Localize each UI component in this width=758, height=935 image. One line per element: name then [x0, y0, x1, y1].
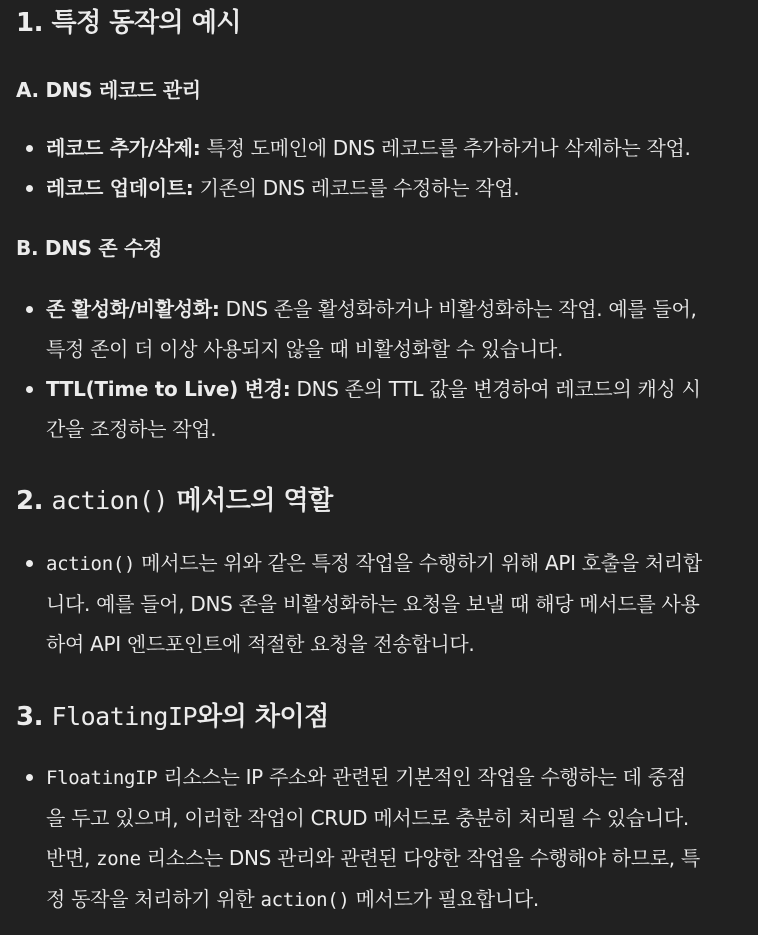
inline-code: zone: [96, 848, 141, 870]
item-text: 리소스는 DNS 관리와 관련된 다양한 작업을 수행해야 하므로, 특: [140, 846, 700, 870]
item-text: 리소스는 IP 주소와 관련된 기본적인 작업을 수행하는 데 중점: [157, 765, 686, 789]
inline-code: FloatingIP: [51, 702, 198, 731]
item-text: 메서드는 위와 같은 특정 작업을 수행하기 위해 API 호출을 처리합: [135, 551, 702, 575]
list-item: [16, 369, 701, 449]
inline-code: action(): [260, 889, 350, 911]
subsection-a-list: [16, 128, 691, 208]
item-text: 특정 도메인에 DNS 레코드를 추가하거나 삭제하는 작업.: [200, 136, 691, 160]
item-text: 을 두고 있으며, 이러한 작업이 CRUD 메서드로 충분히 처리될 수 있습니다.: [46, 806, 689, 830]
section-1-heading: 1. 특정 동작의 예시: [16, 8, 241, 38]
subsection-b-heading: B. DNS 존 수정: [16, 236, 163, 260]
item-term: 존 활성화/비활성화:: [46, 297, 220, 321]
list-item: [16, 757, 700, 920]
inline-code: action(): [46, 553, 136, 575]
heading-text: 메서드의 역할: [167, 486, 333, 516]
list-item: [16, 543, 702, 664]
item-text: 메서드가 필요합니다.: [349, 887, 539, 911]
inline-code: action(): [51, 486, 168, 515]
section-3-heading: [16, 700, 329, 734]
list-item: [16, 168, 691, 208]
list-item: [16, 289, 701, 369]
section-2-list: [16, 543, 702, 664]
item-term: 레코드 추가/삭제:: [46, 136, 201, 160]
item-text: DNS 존의 TTL 값을 변경하여 레코드의 캐싱 시: [290, 377, 701, 401]
subsection-a-heading: A. DNS 레코드 관리: [16, 78, 201, 102]
section-2-heading: [16, 484, 333, 518]
item-text: 반면,: [46, 846, 97, 870]
item-text: 니다. 예를 들어, DNS 존을 비활성화하는 요청을 보낼 때 해당 메서드를 사용: [46, 592, 700, 616]
item-term: 레코드 업데이트:: [46, 176, 194, 200]
subsection-b-list: [16, 289, 701, 449]
item-text: DNS 존을 활성화하거나 비활성화하는 작업. 예를 들어,: [219, 297, 697, 321]
item-text: 특정 존이 더 이상 사용되지 않을 때 비활성화할 수 있습니다.: [46, 337, 564, 361]
section-3-list: [16, 757, 700, 920]
heading-number: 2.: [16, 486, 52, 516]
item-text: 기존의 DNS 레코드를 수정하는 작업.: [193, 176, 520, 200]
item-text: 간을 조정하는 작업.: [46, 417, 217, 441]
list-item: [16, 128, 691, 168]
heading-text: 와의 차이점: [197, 702, 329, 732]
item-text: 정 동작을 처리하기 위한: [46, 887, 261, 911]
item-text: 하여 API 엔드포인트에 적절한 요청을 전송합니다.: [46, 632, 475, 656]
heading-number: 3.: [16, 702, 52, 732]
inline-code: FloatingIP: [46, 767, 158, 789]
item-term: TTL(Time to Live) 변경:: [46, 377, 291, 401]
